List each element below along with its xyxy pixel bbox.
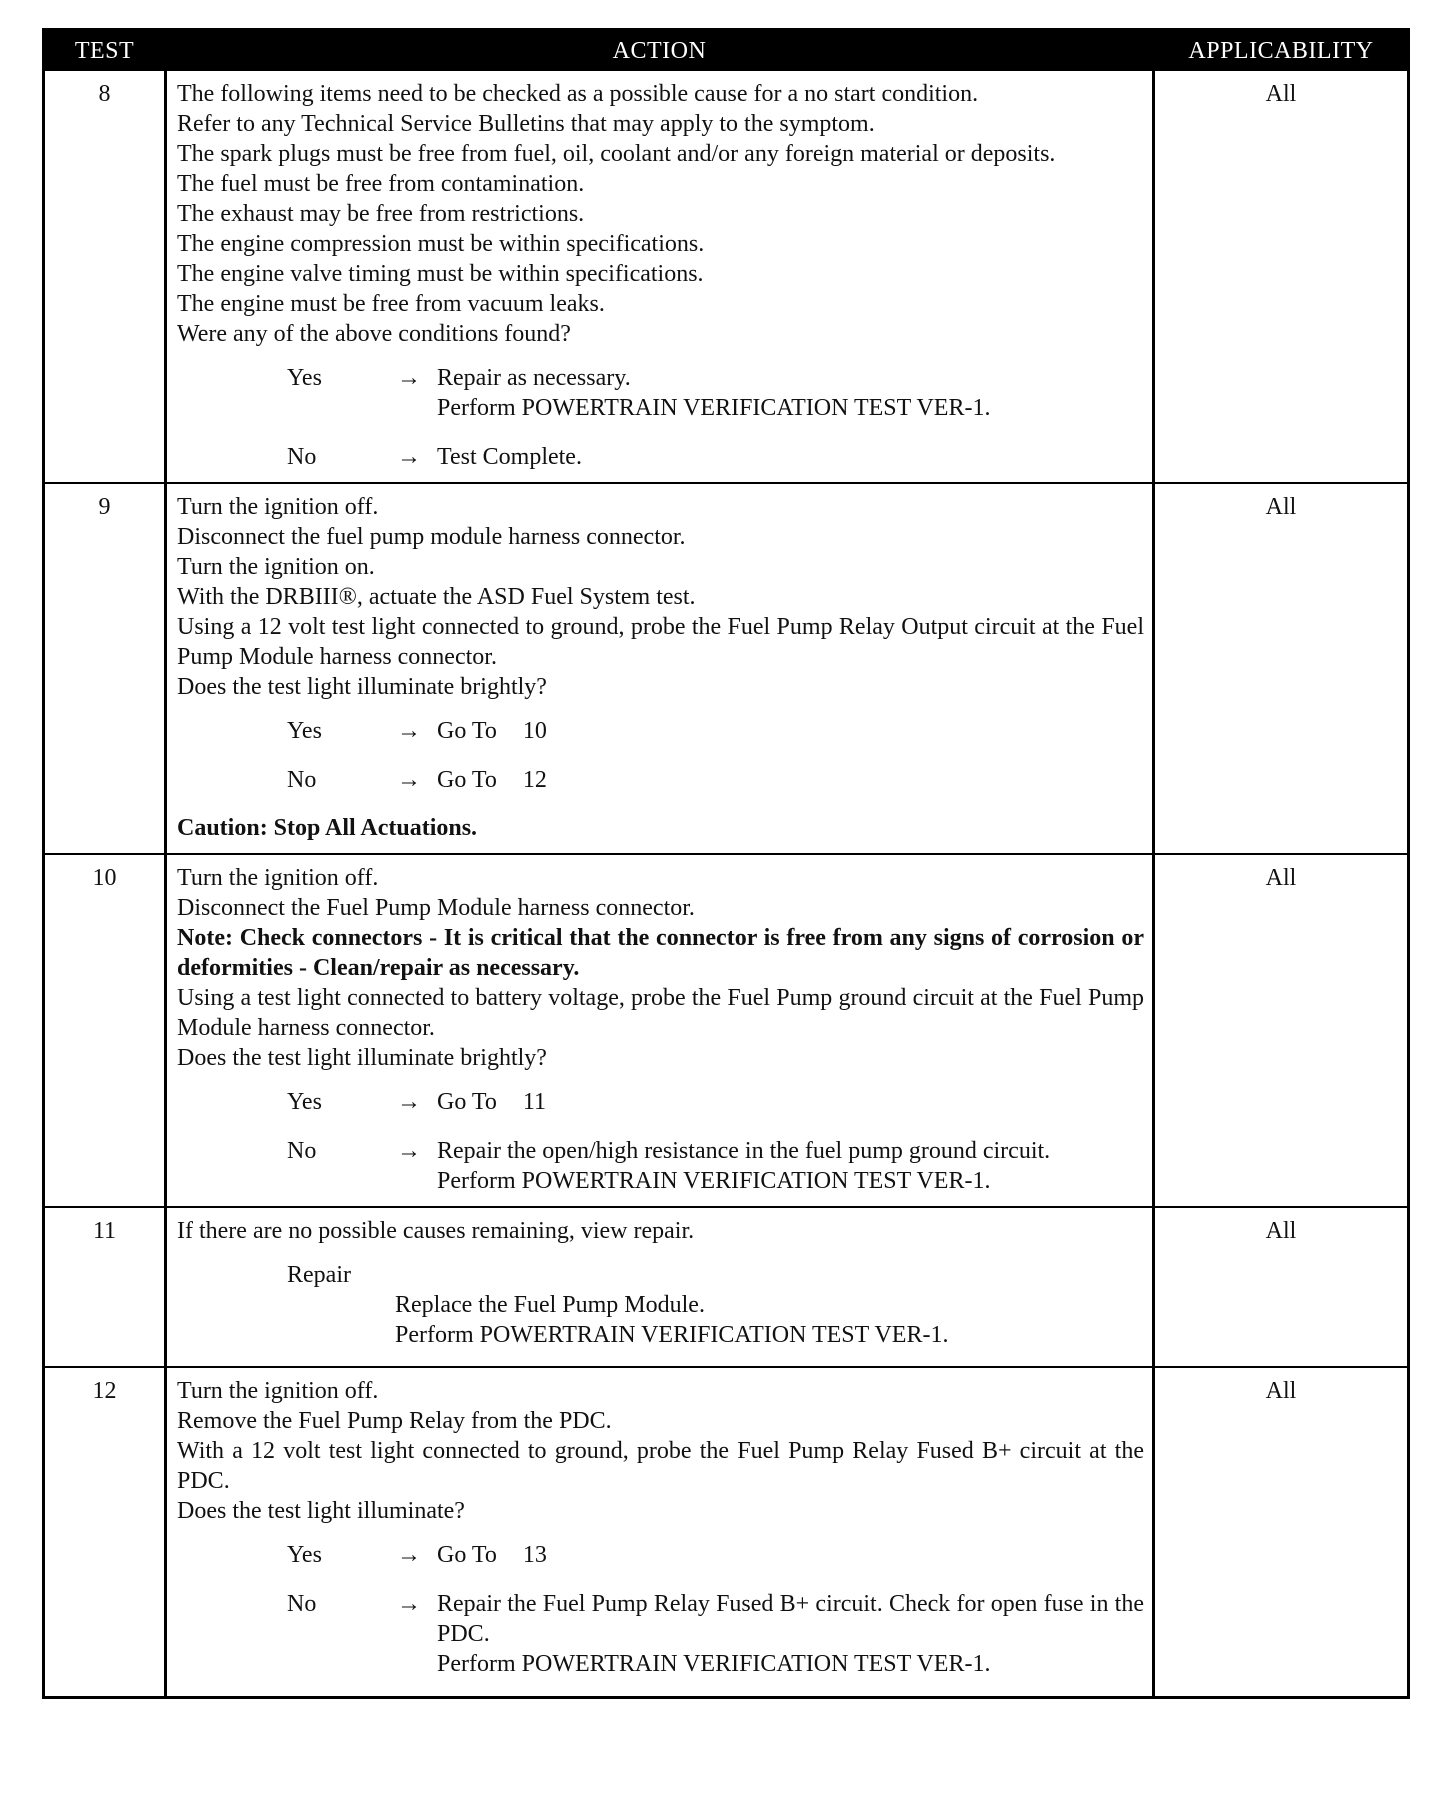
action-line: With the DRBIII®, actuate the ASD Fuel System test.	[177, 584, 696, 610]
repair-steps	[287, 1290, 1144, 1350]
connector-note: Note: Check connectors - It is critical that the connector is free from any signs of corrosion or deformities - Clean/repair as necessary.	[177, 925, 1144, 981]
table-row-test-11	[44, 1207, 1409, 1367]
decision-choices	[177, 1540, 1144, 1679]
action-line: Refer to any Technical Service Bulletins that may apply to the symptom.	[177, 111, 875, 137]
action-question: Does the test light illuminate?	[177, 1498, 465, 1524]
table-header-row	[44, 30, 1409, 72]
result-line: Perform POWERTRAIN VERIFICATION TEST VER-1.	[437, 1168, 991, 1194]
goto-label: Go To	[437, 1542, 497, 1568]
no-branch	[177, 765, 1144, 795]
action-line: The engine compression must be within specifications.	[177, 231, 705, 257]
action-line: Turn the ignition off.	[177, 1378, 379, 1404]
action-line: The engine must be free from vacuum leaks.	[177, 291, 605, 317]
test-number: 9	[44, 483, 166, 854]
no-result	[437, 442, 1144, 472]
yes-branch	[177, 363, 1144, 423]
action-question: Does the test light illuminate brightly?	[177, 1045, 547, 1071]
diagnostic-table	[42, 28, 1410, 1699]
no-branch	[177, 1136, 1144, 1196]
action-cell	[166, 1367, 1154, 1697]
no-result	[437, 1589, 1144, 1679]
applicability-value: All	[1154, 483, 1409, 854]
diagnostic-page	[42, 28, 1407, 1699]
caution-note: Caution: Stop All Actuations.	[177, 815, 478, 841]
arrow-icon: →	[397, 1591, 421, 1617]
action-line: Disconnect the Fuel Pump Module harness connector.	[177, 895, 695, 921]
yes-branch	[177, 716, 1144, 746]
table-row-test-8	[44, 71, 1409, 483]
result-line: Repair the Fuel Pump Relay Fused B+ circuit. Check for open fuse in the PDC.	[437, 1591, 1144, 1647]
action-line: Remove the Fuel Pump Relay from the PDC.	[177, 1408, 612, 1434]
arrow-icon: →	[397, 444, 421, 470]
action-cell	[166, 854, 1154, 1207]
yes-branch	[177, 1540, 1144, 1570]
result-line: Test Complete.	[437, 444, 582, 470]
goto-target: 12	[522, 767, 547, 793]
result-line: Repair as necessary.	[437, 365, 631, 391]
applicability-value: All	[1154, 854, 1409, 1207]
goto-target: 10	[522, 718, 547, 744]
action-question: Were any of the above conditions found?	[177, 321, 571, 347]
no-label: No	[287, 767, 317, 793]
yes-label: Yes	[287, 1089, 322, 1115]
goto-label: Go To	[437, 767, 497, 793]
no-branch	[177, 442, 1144, 472]
test-number: 8	[44, 71, 166, 483]
yes-result	[437, 1087, 1144, 1117]
action-question: Does the test light illuminate brightly?	[177, 674, 547, 700]
no-result	[437, 1136, 1144, 1196]
goto-target: 11	[522, 1089, 546, 1115]
test-number: 11	[44, 1207, 166, 1367]
action-line: The fuel must be free from contamination.	[177, 171, 585, 197]
action-cell	[166, 483, 1154, 854]
repair-block	[177, 1260, 1144, 1350]
header-applicability: APPLICABILITY	[1154, 30, 1409, 72]
arrow-icon: →	[397, 1089, 421, 1115]
action-line: With a 12 volt test light connected to ground, probe the Fuel Pump Relay Fused B+ circuit at the PDC.	[177, 1438, 1144, 1494]
goto-label: Go To	[437, 718, 497, 744]
yes-branch	[177, 1087, 1144, 1117]
yes-label: Yes	[287, 718, 322, 744]
arrow-icon: →	[397, 718, 421, 744]
applicability-value: All	[1154, 71, 1409, 483]
result-line: Perform POWERTRAIN VERIFICATION TEST VER-1.	[437, 395, 991, 421]
no-label: No	[287, 1138, 317, 1164]
no-result	[437, 765, 1144, 795]
decision-choices	[177, 716, 1144, 795]
goto-label: Go To	[437, 1089, 497, 1115]
no-label: No	[287, 444, 317, 470]
action-line: The following items need to be checked as a possible cause for a no start condition.	[177, 81, 979, 107]
yes-result	[437, 1540, 1144, 1570]
applicability-value: All	[1154, 1207, 1409, 1367]
table-row-test-9	[44, 483, 1409, 854]
result-line: Perform POWERTRAIN VERIFICATION TEST VER-1.	[437, 1651, 991, 1677]
header-action: ACTION	[166, 30, 1154, 72]
test-number: 10	[44, 854, 166, 1207]
table-row-test-10	[44, 854, 1409, 1207]
no-label: No	[287, 1591, 317, 1617]
arrow-icon: →	[397, 767, 421, 793]
action-line: If there are no possible causes remaining, view repair.	[177, 1218, 695, 1244]
arrow-icon: →	[397, 365, 421, 391]
action-cell	[166, 1207, 1154, 1367]
repair-label: Repair	[287, 1262, 351, 1288]
yes-label: Yes	[287, 1542, 322, 1568]
test-number: 12	[44, 1367, 166, 1697]
action-line: Turn the ignition on.	[177, 554, 375, 580]
action-line: Using a test light connected to battery voltage, probe the Fuel Pump ground circuit at the Fuel Pump Module harness connector.	[177, 985, 1144, 1041]
decision-choices	[177, 1087, 1144, 1196]
action-line: The spark plugs must be free from fuel, oil, coolant and/or any foreign material or deposits.	[177, 141, 1056, 167]
yes-label: Yes	[287, 365, 322, 391]
no-branch	[177, 1589, 1144, 1679]
action-cell	[166, 71, 1154, 483]
action-line: The engine valve timing must be within specifications.	[177, 261, 704, 287]
action-line: Using a 12 volt test light connected to ground, probe the Fuel Pump Relay Output circuit at the Fuel Pump Module harness connector.	[177, 614, 1144, 670]
repair-line: Replace the Fuel Pump Module.	[395, 1292, 705, 1318]
arrow-icon: →	[397, 1138, 421, 1164]
yes-result	[437, 363, 1144, 423]
decision-choices	[177, 363, 1144, 472]
action-line: The exhaust may be free from restrictions.	[177, 201, 585, 227]
action-line: Turn the ignition off.	[177, 494, 379, 520]
goto-target: 13	[522, 1542, 547, 1568]
arrow-icon: →	[397, 1542, 421, 1568]
result-line: Repair the open/high resistance in the fuel pump ground circuit.	[437, 1138, 1051, 1164]
applicability-value: All	[1154, 1367, 1409, 1697]
table-row-test-12	[44, 1367, 1409, 1697]
yes-result	[437, 716, 1144, 746]
repair-line: Perform POWERTRAIN VERIFICATION TEST VER-1.	[395, 1322, 949, 1348]
header-test: TEST	[44, 30, 166, 72]
action-line: Turn the ignition off.	[177, 865, 379, 891]
action-line: Disconnect the fuel pump module harness connector.	[177, 524, 686, 550]
